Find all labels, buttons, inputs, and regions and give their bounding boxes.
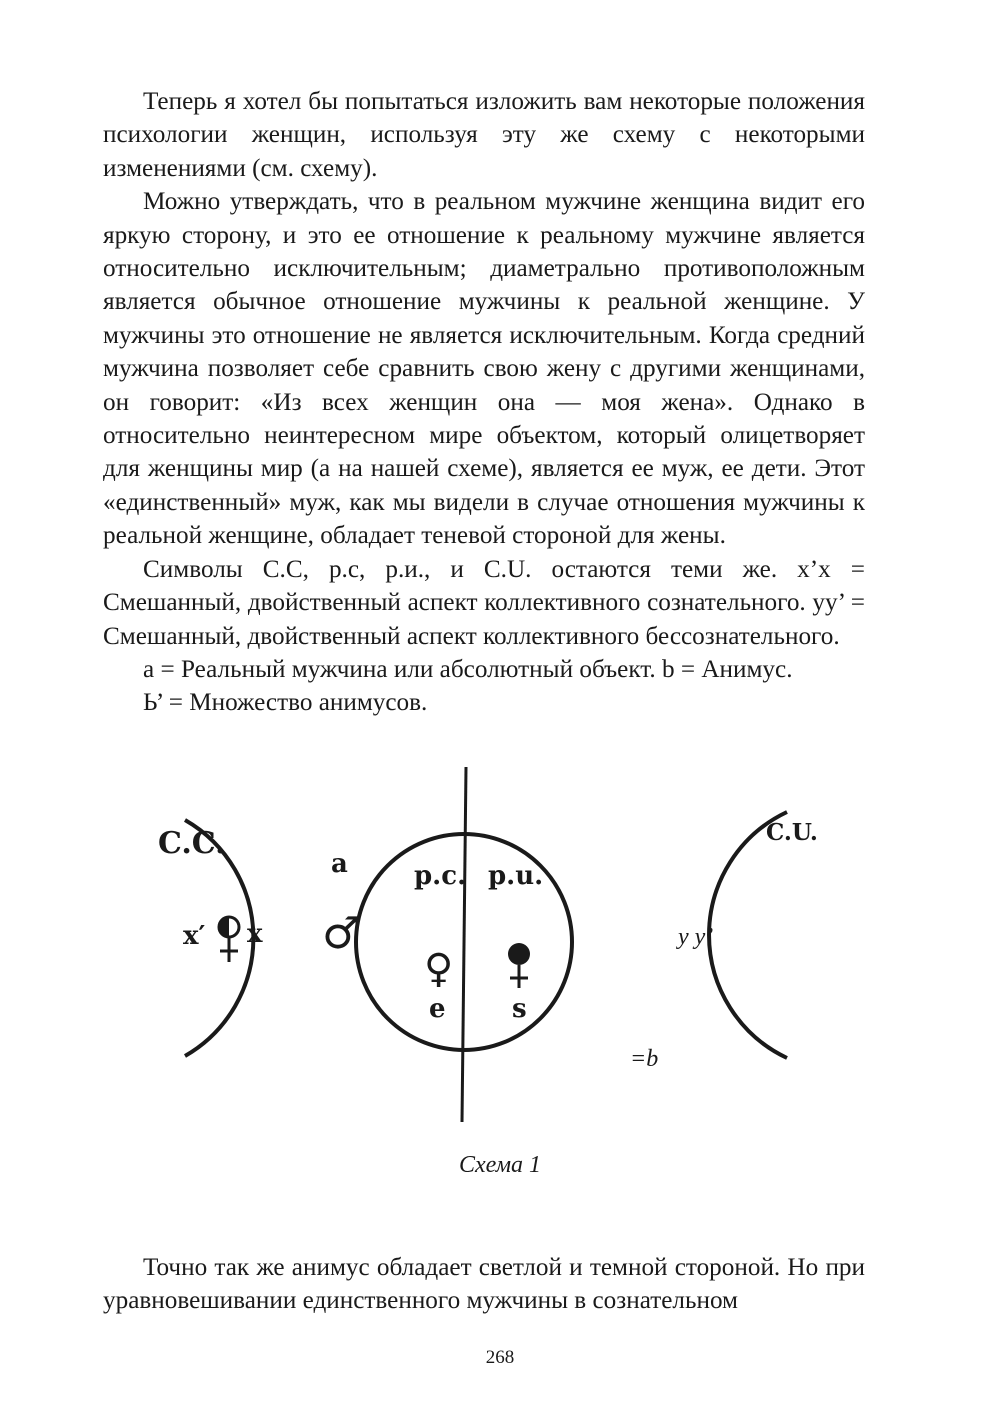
label-s: s: [512, 994, 527, 1024]
body-text-top: [103, 85, 865, 720]
body-text-bottom: [103, 1251, 865, 1318]
label-cc: C.C.: [158, 826, 226, 861]
collective-unconscious-arc: [709, 812, 787, 1058]
psyche-diagram: [150, 762, 850, 1132]
label-b: =b: [630, 1046, 659, 1072]
paragraph: Символы С.С, р.с, р.и., и С.U. остаются теми же. х’х = Смешанный, двойственный аспект коллективного сознательного. уу’ = Смешанный, двойственный аспект коллективного бессознательного.: [103, 555, 865, 650]
filled-female-icon: [508, 943, 530, 988]
paragraph: Точно так же анимус обладает светлой и темной стороной. Но при уравновешивании единственного мужчины в сознательном: [103, 1254, 865, 1315]
label-x-prime: x′: [183, 921, 206, 951]
label-a: a: [331, 849, 348, 879]
divider-line: [462, 767, 466, 1122]
male-symbol-icon: ♂: [322, 908, 362, 959]
label-pc: p.c.: [414, 861, 467, 891]
label-pu: p.u.: [488, 861, 544, 891]
label-x: x: [247, 919, 263, 949]
figure-caption: Схема 1: [458, 1152, 542, 1178]
label-e: e: [429, 994, 446, 1024]
half-filled-female-icon: [219, 917, 239, 962]
page-number: 268: [485, 1347, 515, 1368]
label-y: y y’: [678, 924, 714, 950]
paragraph: Ь’ = Множество анимусов.: [143, 689, 428, 717]
paragraph: а = Реальный мужчина или абсолютный объект. b = Анимус.: [143, 655, 793, 683]
female-symbol-icon: ♀: [424, 946, 454, 992]
paragraph: Теперь я хотел бы попытаться изложить вам некоторые положения психологии женщин, используя эту же схему с некоторыми изменениями (см. схему).: [103, 88, 865, 182]
label-cu: C.U.: [766, 819, 818, 846]
paragraph: Можно утверждать, что в реальном мужчине женщина видит его яркую сторону, и это ее отношение к реальному мужчине является относительно исключительным; диаметрально противоположным является обычное отношение мужчины к реальной женщине. У мужчины это отношение не является исключительным. Когда средний мужчина позволяет себе сравнить свою жену с другими женщинами, он говорит: «Из всех женщин она — моя жена». Однако в относительно неинтересном мире объектом, который олицетворяет для женщины мир (а на нашей схеме), является ее муж, ее дети. Этот «единственный» муж, как мы видели в случае отношения мужчины к реальной женщине, обладает теневой стороной для жены.: [103, 188, 865, 550]
